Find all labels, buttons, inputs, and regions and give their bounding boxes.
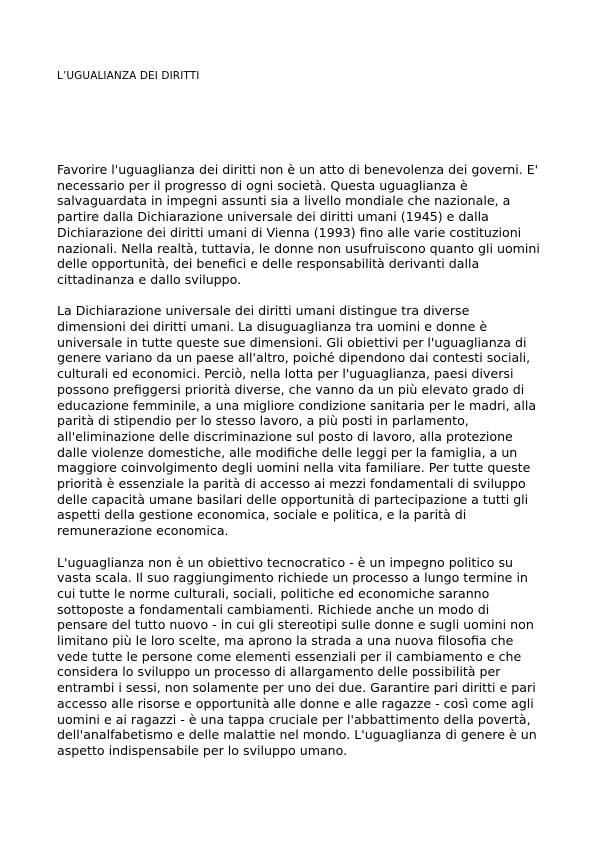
document-title: L’UGUALIANZA DEI DIRITTI (57, 70, 200, 82)
document-body (57, 162, 542, 774)
paragraph-1: Favorire l'uguaglianza dei diritti non è un atto di benevolenza dei governi. E' necessario per il progresso di ogni società. Questa uguaglianza è salvaguardata in impegni assunti sia a livello mondiale che nazionale, a partire dalla Dichiarazione universale dei diritti umani (1945) e dalla Dichiarazione dei diritti umani di Vienna (1993) fino alle varie costituzioni nazionali. Nella realtà, tuttavia, le donne non usufruiscono quanto gli uomini delle opportunità, dei benefici e delle responsabilità derivanti dalla cittadinanza e dallo sviluppo. (57, 162, 540, 287)
paragraph-3: L'uguaglianza non è un obiettivo tecnocratico - è un impegno politico su vasta scala. Il suo raggiungimento richiede un processo a lungo termine in cui tutte le norme culturali, sociali, politiche ed economiche saranno sottoposte a fondamentali cambiamenti. Richiede anche un modo di pensare del tutto nuovo - in cui gli stereotipi sulle donne e sugli uomini non limitano più le loro scelte, ma aprono la strada a una nuova filosofia che vede tutte le persone come elementi essenziali per il cambiamento e che considera lo sviluppo un processo di allargamento delle possibilità per entrambi i sessi, non solamente per uno dei due. Garantire pari diritti e pari accesso alle risorse e opportunità alle donne e alle ragazze - così come agli uomini e ai ragazzi - è una tappa cruciale per l'abbattimento della povertà, dell'analfabetismo e delle malattie nel mondo. L'uguaglianza di genere è un aspetto indispensabile per lo sviluppo umano. (57, 554, 537, 758)
paragraph-2: La Dichiarazione universale dei diritti umani distingue tra diverse dimensioni dei diritti umani. La disuguaglianza tra uomini e donne è universale in tutte queste sue dimensioni. Gli obiettivi per l'uguaglianza di genere variano da un paese all'altro, poiché dipendono dai contesti sociali, culturali ed economici. Perciò, nella lotta per l'uguaglianza, paesi diversi possono prefiggersi priorità diverse, che vanno da un più elevato grado di educazione femminile, a una migliore condizione sanitaria per le madri, alla parità di stipendio per lo stesso lavoro, a più posti in parlamento, all'eliminazione delle discriminazione sul posto di lavoro, alla protezione dalle violenze domestiche, alle modifiche delle leggi per la famiglia, a un maggiore coinvolgimento degli uomini nella vita familiare. Per tutte queste priorità è essenziale la parità di accesso ai mezzi fondamentali di sviluppo delle capacità umane basilari delle opportunità di partecipazione a tutti gli aspetti della gestione economica, sociale e politica, e la parità di remunerazione economica. (57, 303, 537, 539)
